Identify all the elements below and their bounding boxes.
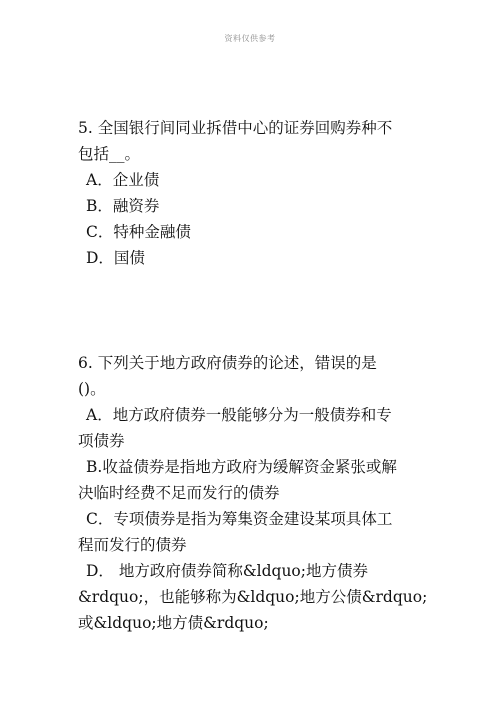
question-6-option-a-line-2: 项债券 xyxy=(78,432,125,450)
question-5 xyxy=(78,115,428,271)
question-5-option-c: C．特种金融债 xyxy=(86,223,191,241)
question-6-option-c-line-1: C．专项债券是指为筹集资金建设某项具体工 xyxy=(86,510,393,528)
question-5-option-b: B．融资券 xyxy=(86,197,160,215)
question-6-stem-line-2: ()。 xyxy=(78,380,106,398)
question-6-option-d-line-2: &rdquo;，也能够称为&ldquo;地方公债&rdquo; xyxy=(78,588,428,606)
question-6-option-d-line-3: 或&ldquo;地方债&rdquo; xyxy=(78,614,269,632)
question-5-option-a: A．企业债 xyxy=(86,171,160,189)
question-6-stem-line-1: 6. 下列关于地方政府债券的论述，错误的是 xyxy=(78,354,377,372)
question-5-stem-line-1: 5. 全国银行间同业拆借中心的证券回购券种不 xyxy=(78,119,393,137)
question-5-option-d: D．国债 xyxy=(86,249,145,267)
question-6-option-d-line-1: D． 地方政府债券简称&ldquo;地方债券 xyxy=(86,562,368,580)
question-6-option-b-line-2: 决临时经费不足而发行的债券 xyxy=(78,484,280,502)
page-header: 资料仅供参考 xyxy=(224,34,276,43)
question-6-option-a-line-1: A．地方政府债券一般能够分为一般债券和专 xyxy=(86,406,392,424)
question-6-option-b-line-1: B.收益债券是指地方政府为缓解资金紧张或解 xyxy=(86,458,397,476)
question-6-option-c-line-2: 程而发行的债券 xyxy=(78,536,187,554)
question-6 xyxy=(78,350,428,636)
question-5-stem-line-2: 包括__。 xyxy=(78,145,141,163)
